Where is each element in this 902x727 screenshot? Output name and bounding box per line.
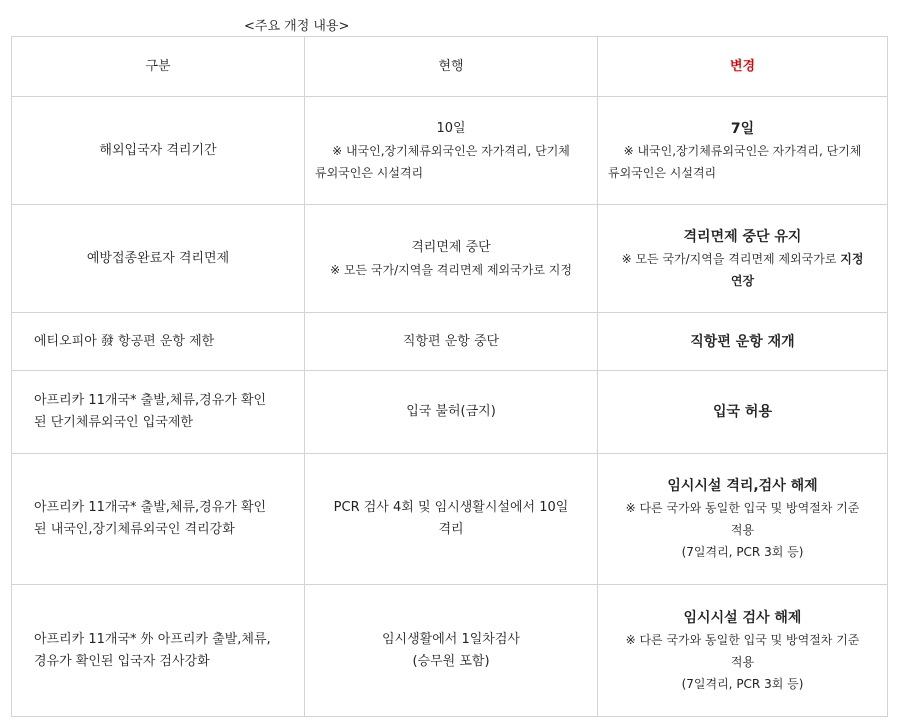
change-note: 적용	[730, 523, 755, 537]
change-main: 임시시설 격리,검사 해제	[667, 478, 818, 494]
table-header-row	[12, 37, 888, 97]
category-cell	[12, 205, 305, 313]
current-text: (승무원 포함)	[412, 653, 490, 669]
change-note-bold: 지정	[840, 251, 864, 266]
table-caption: <주요 개정 내용>	[244, 19, 350, 34]
table-row	[12, 313, 888, 371]
change-note-bold: 연장	[730, 273, 755, 288]
current-cell	[305, 454, 598, 585]
table-row	[12, 585, 888, 717]
current-note: ※ 모든 국가/지역을 격리면제 제외국가로 지정	[330, 262, 572, 277]
current-text: 임시생활에서 1일차검사	[382, 631, 520, 647]
category-text: 된 내국인,장기체류외국인 격리강화	[34, 522, 235, 537]
header-category: 구분	[12, 37, 305, 97]
current-cell	[305, 97, 598, 205]
change-note: 적용	[730, 654, 755, 669]
category-cell	[12, 454, 305, 585]
change-main: 임시시설 검사 해제	[683, 609, 802, 626]
current-note: ※ 내국인,장기체류외국인은 자가격리, 단기체	[332, 143, 570, 158]
current-cell	[305, 313, 598, 371]
change-note	[608, 270, 877, 292]
category-text: 경유가 확인된 입국자 검사강화	[34, 653, 210, 669]
current-text: PCR 검사 4회 및 임시생활시설에서 10일	[333, 500, 569, 515]
category-cell	[12, 371, 305, 454]
current-main: 10일	[436, 120, 466, 136]
current-cell	[305, 371, 598, 454]
table-row	[12, 371, 888, 454]
header-current: 현행	[305, 37, 598, 97]
change-note: ※ 내국인,장기체류외국인은 자가격리, 단기체	[623, 143, 862, 158]
change-note	[608, 248, 877, 270]
change-cell	[598, 205, 888, 313]
revision-table	[11, 36, 888, 717]
category-cell	[12, 313, 305, 371]
category-cell	[12, 585, 305, 717]
category-cell	[12, 97, 305, 205]
change-note: ※ 다른 국가와 동일한 입국 및 방역절차 기준	[625, 632, 860, 647]
change-cell	[598, 585, 888, 717]
category-text: 해외입국자 격리기간	[99, 142, 217, 158]
current-cell	[305, 205, 598, 313]
current-main: 직항편 운항 중단	[402, 333, 500, 349]
category-text: 에티오피아 發 항공편 운항 제한	[34, 333, 215, 349]
header-change: 변경	[598, 37, 888, 97]
category-text: 아프리카 11개국* 출발,체류,경유가 확인	[34, 500, 267, 515]
change-main: 입국 허용	[713, 404, 772, 420]
change-main: 격리면제 중단 유지	[683, 228, 802, 245]
change-cell	[598, 371, 888, 454]
table-row	[12, 205, 888, 313]
current-note: 류외국인은 시설격리	[315, 165, 424, 180]
change-cell	[598, 454, 888, 585]
category-text: 된 단기체류외국인 입국제한	[34, 415, 193, 430]
change-note: ※ 다른 국가와 동일한 입국 및 방역절차 기준	[625, 501, 860, 515]
table-row	[12, 97, 888, 205]
category-text: 예방접종완료자 격리면제	[86, 250, 230, 266]
current-main: 입국 불허(금지)	[406, 404, 496, 419]
change-main: 7일	[730, 120, 755, 137]
current-text: 격리	[438, 522, 464, 537]
change-note: (7일격리, PCR 3회 등)	[681, 676, 804, 691]
change-main: 직항편 운항 재개	[690, 333, 795, 350]
category-text: 아프리카 11개국* 外 아프리카 출발,체류,	[34, 631, 271, 647]
category-text: 아프리카 11개국* 출발,체류,경유가 확인	[34, 393, 267, 408]
current-cell	[305, 585, 598, 717]
change-cell	[598, 97, 888, 205]
change-cell	[598, 313, 888, 371]
current-main: 격리면제 중단	[411, 239, 491, 255]
change-note: 류외국인은 시설격리	[608, 165, 717, 180]
table-row	[12, 454, 888, 585]
change-note: (7일격리, PCR 3회 등)	[681, 545, 804, 559]
change-note-text: ※ 모든 국가/지역을 격리면제 제외국가로	[621, 251, 841, 266]
